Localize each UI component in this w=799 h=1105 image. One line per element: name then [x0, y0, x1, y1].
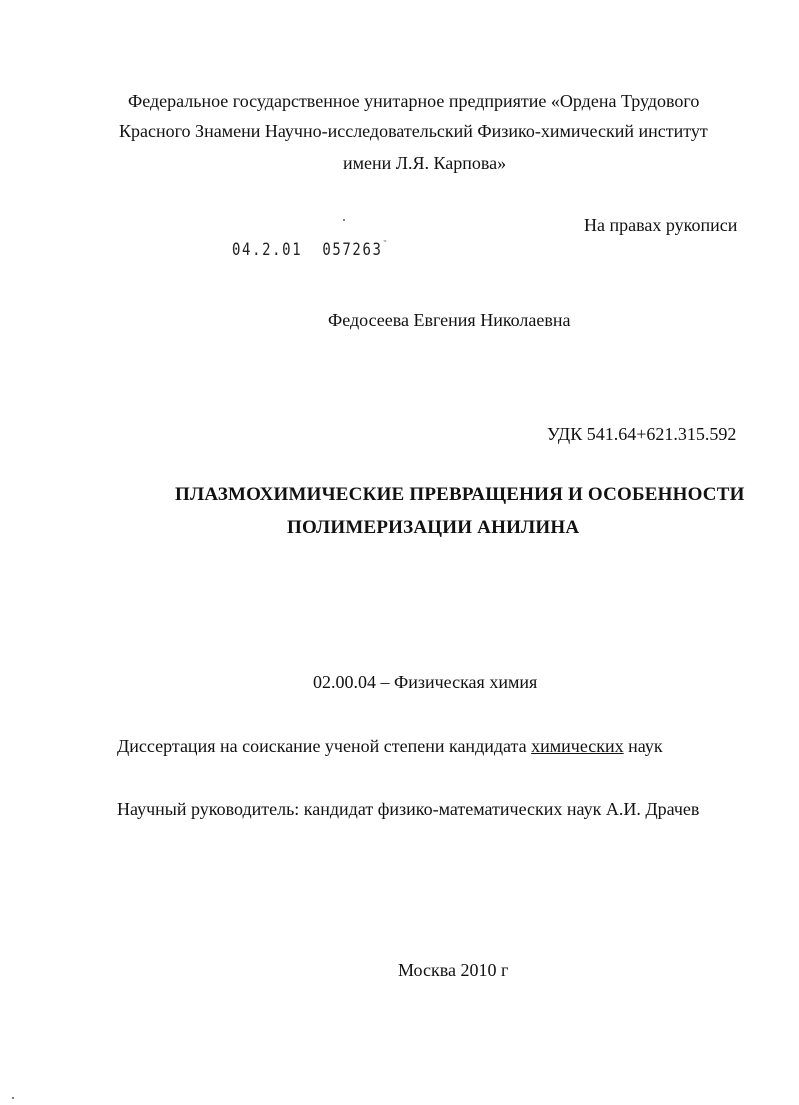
degree-field: химических: [531, 736, 624, 756]
organization-line-2: Красного Знамени Научно-исследовательский Физико-химический институт: [119, 121, 708, 141]
organization-line-1: Федеральное государственное унитарное предприятие «Ордена Трудового: [128, 91, 700, 111]
rights-note: На правах рукописи: [584, 215, 738, 235]
scan-speck: [343, 219, 345, 221]
place-year: Москва 2010 г: [398, 960, 509, 980]
supervisor: Научный руководитель: кандидат физико-математических наук А.И. Драчев: [117, 799, 700, 819]
specialty-code: 02.00.04 – Физическая химия: [313, 672, 538, 692]
author-name: Федосеева Евгения Николаевна: [328, 310, 571, 330]
degree-prefix: Диссертация на соискание ученой степени кандидата: [117, 736, 527, 756]
thesis-title-line-1: ПЛАЗМОХИМИЧЕСКИЕ ПРЕВРАЩЕНИЯ И ОСОБЕННОСТИ: [175, 484, 745, 505]
scan-speck-corner: [12, 1097, 14, 1099]
organization-line-3: имени Л.Я. Карпова»: [343, 153, 507, 173]
degree-statement: [117, 728, 663, 764]
thesis-title-line-2: ПОЛИМЕРИЗАЦИИ АНИЛИНА: [287, 517, 580, 538]
stamp-number: 057263: [322, 240, 383, 260]
degree-suffix: наук: [628, 736, 663, 756]
archive-stamp: 04.2.01 057263¨: [232, 240, 390, 260]
stamp-date: 04.2.01: [232, 240, 303, 260]
udk-code: УДК 541.64+621.315.592: [547, 424, 737, 444]
